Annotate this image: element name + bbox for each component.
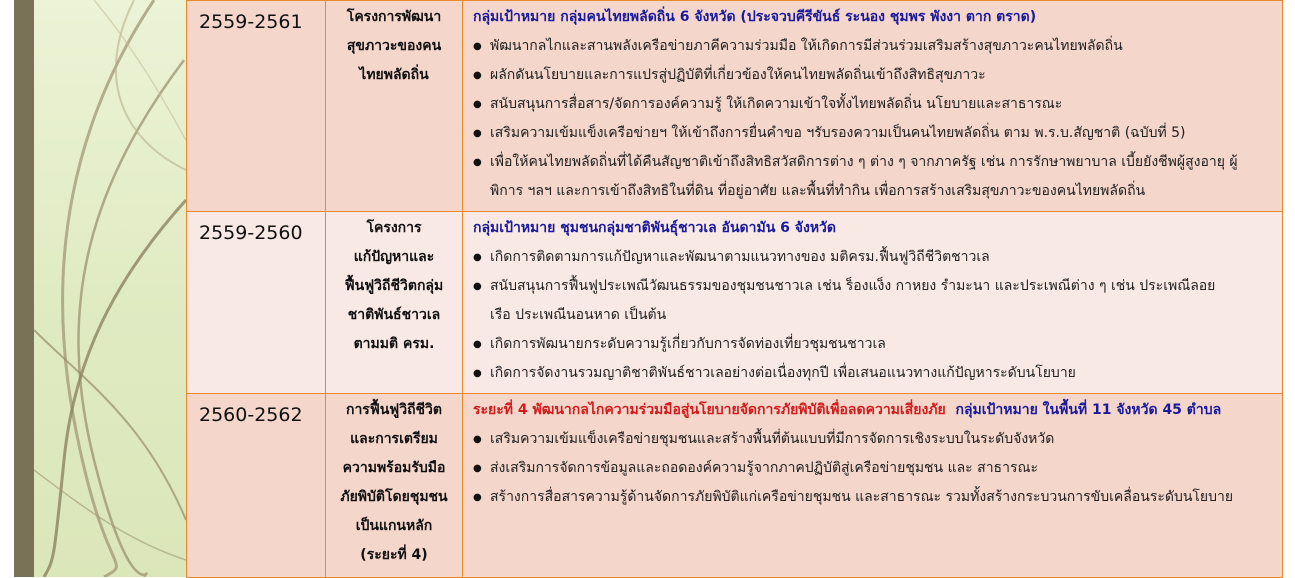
list-item: ● พัฒนากลไกและสานพลังเครือข่ายภาคีความร่วมมือ ให้เกิดการมีส่วนร่วมเสริมสร้างสุขภาวะคนไทยพลัดถิ่น xyxy=(490,32,1274,61)
project-name-line: ความพร้อมรับมือ xyxy=(342,460,446,476)
period-cell: 2559-2561 xyxy=(187,1,326,212)
bullet-list xyxy=(473,32,1274,206)
project-name-line: โครงการพัฒนา xyxy=(346,9,442,25)
period-cell: 2560-2562 xyxy=(187,394,326,578)
list-item: ● เกิดการจัดงานรวมญาติชาติพันธ์ชาวเลอย่างต่อเนื่องทุกปี เพื่อเสนอแนวทางแก้ปัญหาระดับนโยบาย xyxy=(490,359,1274,388)
project-name-line: ตามมติ ครม. xyxy=(353,336,435,352)
side-bar xyxy=(14,0,34,577)
list-item: ● ส่งเสริมการจัดการข้อมูลและถอดองค์ความรู้จากภาคปฏิบัติสู่เครือข่ายชุมชน และ สาธารณะ xyxy=(490,454,1274,483)
list-item: ● เกิดการพัฒนายกระดับความรู้เกี่ยวกับการจัดท่องเที่ยวชุมชนชาวเล xyxy=(490,330,1274,359)
right-margin xyxy=(1283,0,1295,577)
bullet-list xyxy=(473,243,1274,388)
target-group: กลุ่มเป้าหมาย ในพื้นที่ 11 จังหวัด 45 ตำบล xyxy=(955,402,1222,418)
project-name-line: โครงการ xyxy=(366,220,422,236)
table-row xyxy=(187,394,1283,578)
list-item: ● ผลักดันนโยบายและการแปรสู่ปฏิบัติที่เกี่ยวข้องให้คนไทยพลัดถิ่นเข้าถึงสิทธิสุขภาวะ xyxy=(490,61,1274,90)
project-name-line: เป็นแกนหลัก xyxy=(355,518,433,534)
detail-cell xyxy=(463,212,1283,394)
list-item: ● สนับสนุนการสื่อสาร/จัดการองค์ความรู้ ให้เกิดความเข้าใจทั้งไทยพลัดถิ่น นโยบายและสาธารณะ xyxy=(490,90,1274,119)
project-name-line: ไทยพลัดถิ่น xyxy=(359,67,429,83)
bullet-list xyxy=(473,425,1274,512)
project-table xyxy=(186,0,1283,578)
project-name-line: ฟื้นฟูวิถีชีวิตกลุ่ม xyxy=(344,278,444,294)
target-group: กลุ่มเป้าหมาย กลุ่มคนไทยพลัดถิ่น 6 จังหวัด (ประจวบคีรีขันธ์ ระนอง ชุมพร พังงา ตาก ตราด) xyxy=(473,9,1037,25)
period-cell: 2559-2560 xyxy=(187,212,326,394)
project-name-line: ภัยพิบัติโดยชุมชน xyxy=(340,489,448,505)
list-item xyxy=(490,148,1274,206)
project-name-cell xyxy=(326,1,463,212)
list-item: ● เสริมความเข้มแข็งเครือข่ายชุมชนและสร้างพื้นที่ต้นแบบที่มีการจัดการเชิงระบบในระดับจังหวัด xyxy=(490,425,1274,454)
phase-and-target xyxy=(473,396,1274,425)
project-name-line: (ระยะที่ 4) xyxy=(360,547,428,563)
list-item xyxy=(490,272,1274,330)
decorative-panel xyxy=(34,0,186,577)
project-name-cell xyxy=(326,212,463,394)
list-item: ● สร้างการสื่อสารความรู้ด้านจัดการภัยพิบัติแก่เครือข่ายชุมชน และสาธารณะ รวมทั้งสร้างกระบวนการขับเคลื่อนระดับนโยบาย xyxy=(490,483,1274,512)
list-item: ● เสริมความเข้มแข็งเครือข่ายฯ ให้เข้าถึงการยื่นคำขอ ฯรับรองความเป็นคนไทยพลัดถิ่น ตาม พ.ร.บ.สัญชาติ (ฉบับที่ 5) xyxy=(490,119,1274,148)
project-name-cell xyxy=(326,394,463,578)
decorative-curves xyxy=(34,0,186,577)
project-name-line: การฟื้นฟูวิถีชีวิต xyxy=(345,402,443,418)
list-item-line: เรือ ประเพณีนอนหาด เป็นต้น xyxy=(490,307,667,323)
left-margin xyxy=(0,0,14,577)
phase-title: ระยะที่ 4 พัฒนากลไกความร่วมมือสู่นโยบายจัดการภัยพิบัติเพื่อลดความเสี่ยงภัย xyxy=(473,402,946,418)
detail-cell xyxy=(463,1,1283,212)
list-item-line: ● เพื่อให้คนไทยพลัดถิ่นที่ได้คืนสัญชาติเข้าถึงสิทธิสวัสดิการต่าง ๆ ต่าง ๆ จากภาครัฐ เช่น การรักษาพยาบาล เบี้ยยังชีพผู้สูงอายุ ผู้ xyxy=(490,154,1238,170)
table-row xyxy=(187,1,1283,212)
table-row xyxy=(187,212,1283,394)
project-name-line: ชาติพันธ์ชาวเล xyxy=(347,307,441,323)
list-item-line: ● สนับสนุนการฟื้นฟูประเพณีวัฒนธรรมของชุมชนชาวเล เช่น ร็องแง็ง กาหยง รำมะนา และประเพณีต่าง ๆ เช่น ประเพณีลอย xyxy=(490,278,1216,294)
project-name-line: และการเตรียม xyxy=(350,431,438,447)
list-item: ● เกิดการติดตามการแก้ปัญหาและพัฒนาตามแนวทางของ มติครม.ฟื้นฟูวิถีชีวิตชาวเล xyxy=(490,243,1274,272)
project-name-line: แก้ปัญหาและ xyxy=(353,249,435,265)
list-item-line: พิการ ฯลฯ และการเข้าถึงสิทธิในที่ดิน ที่อยู่อาศัย และพื้นที่ทำกิน เพื่อการสร้างเสริมสุขภาวะของคนไทยพลัดถิ่น xyxy=(490,183,1146,199)
target-group: กลุ่มเป้าหมาย ชุมชนกลุ่มชาติพันธุ์ชาวเล อันดามัน 6 จังหวัด xyxy=(473,220,837,236)
project-name-line: สุขภาวะของคน xyxy=(346,38,442,54)
detail-cell xyxy=(463,394,1283,578)
